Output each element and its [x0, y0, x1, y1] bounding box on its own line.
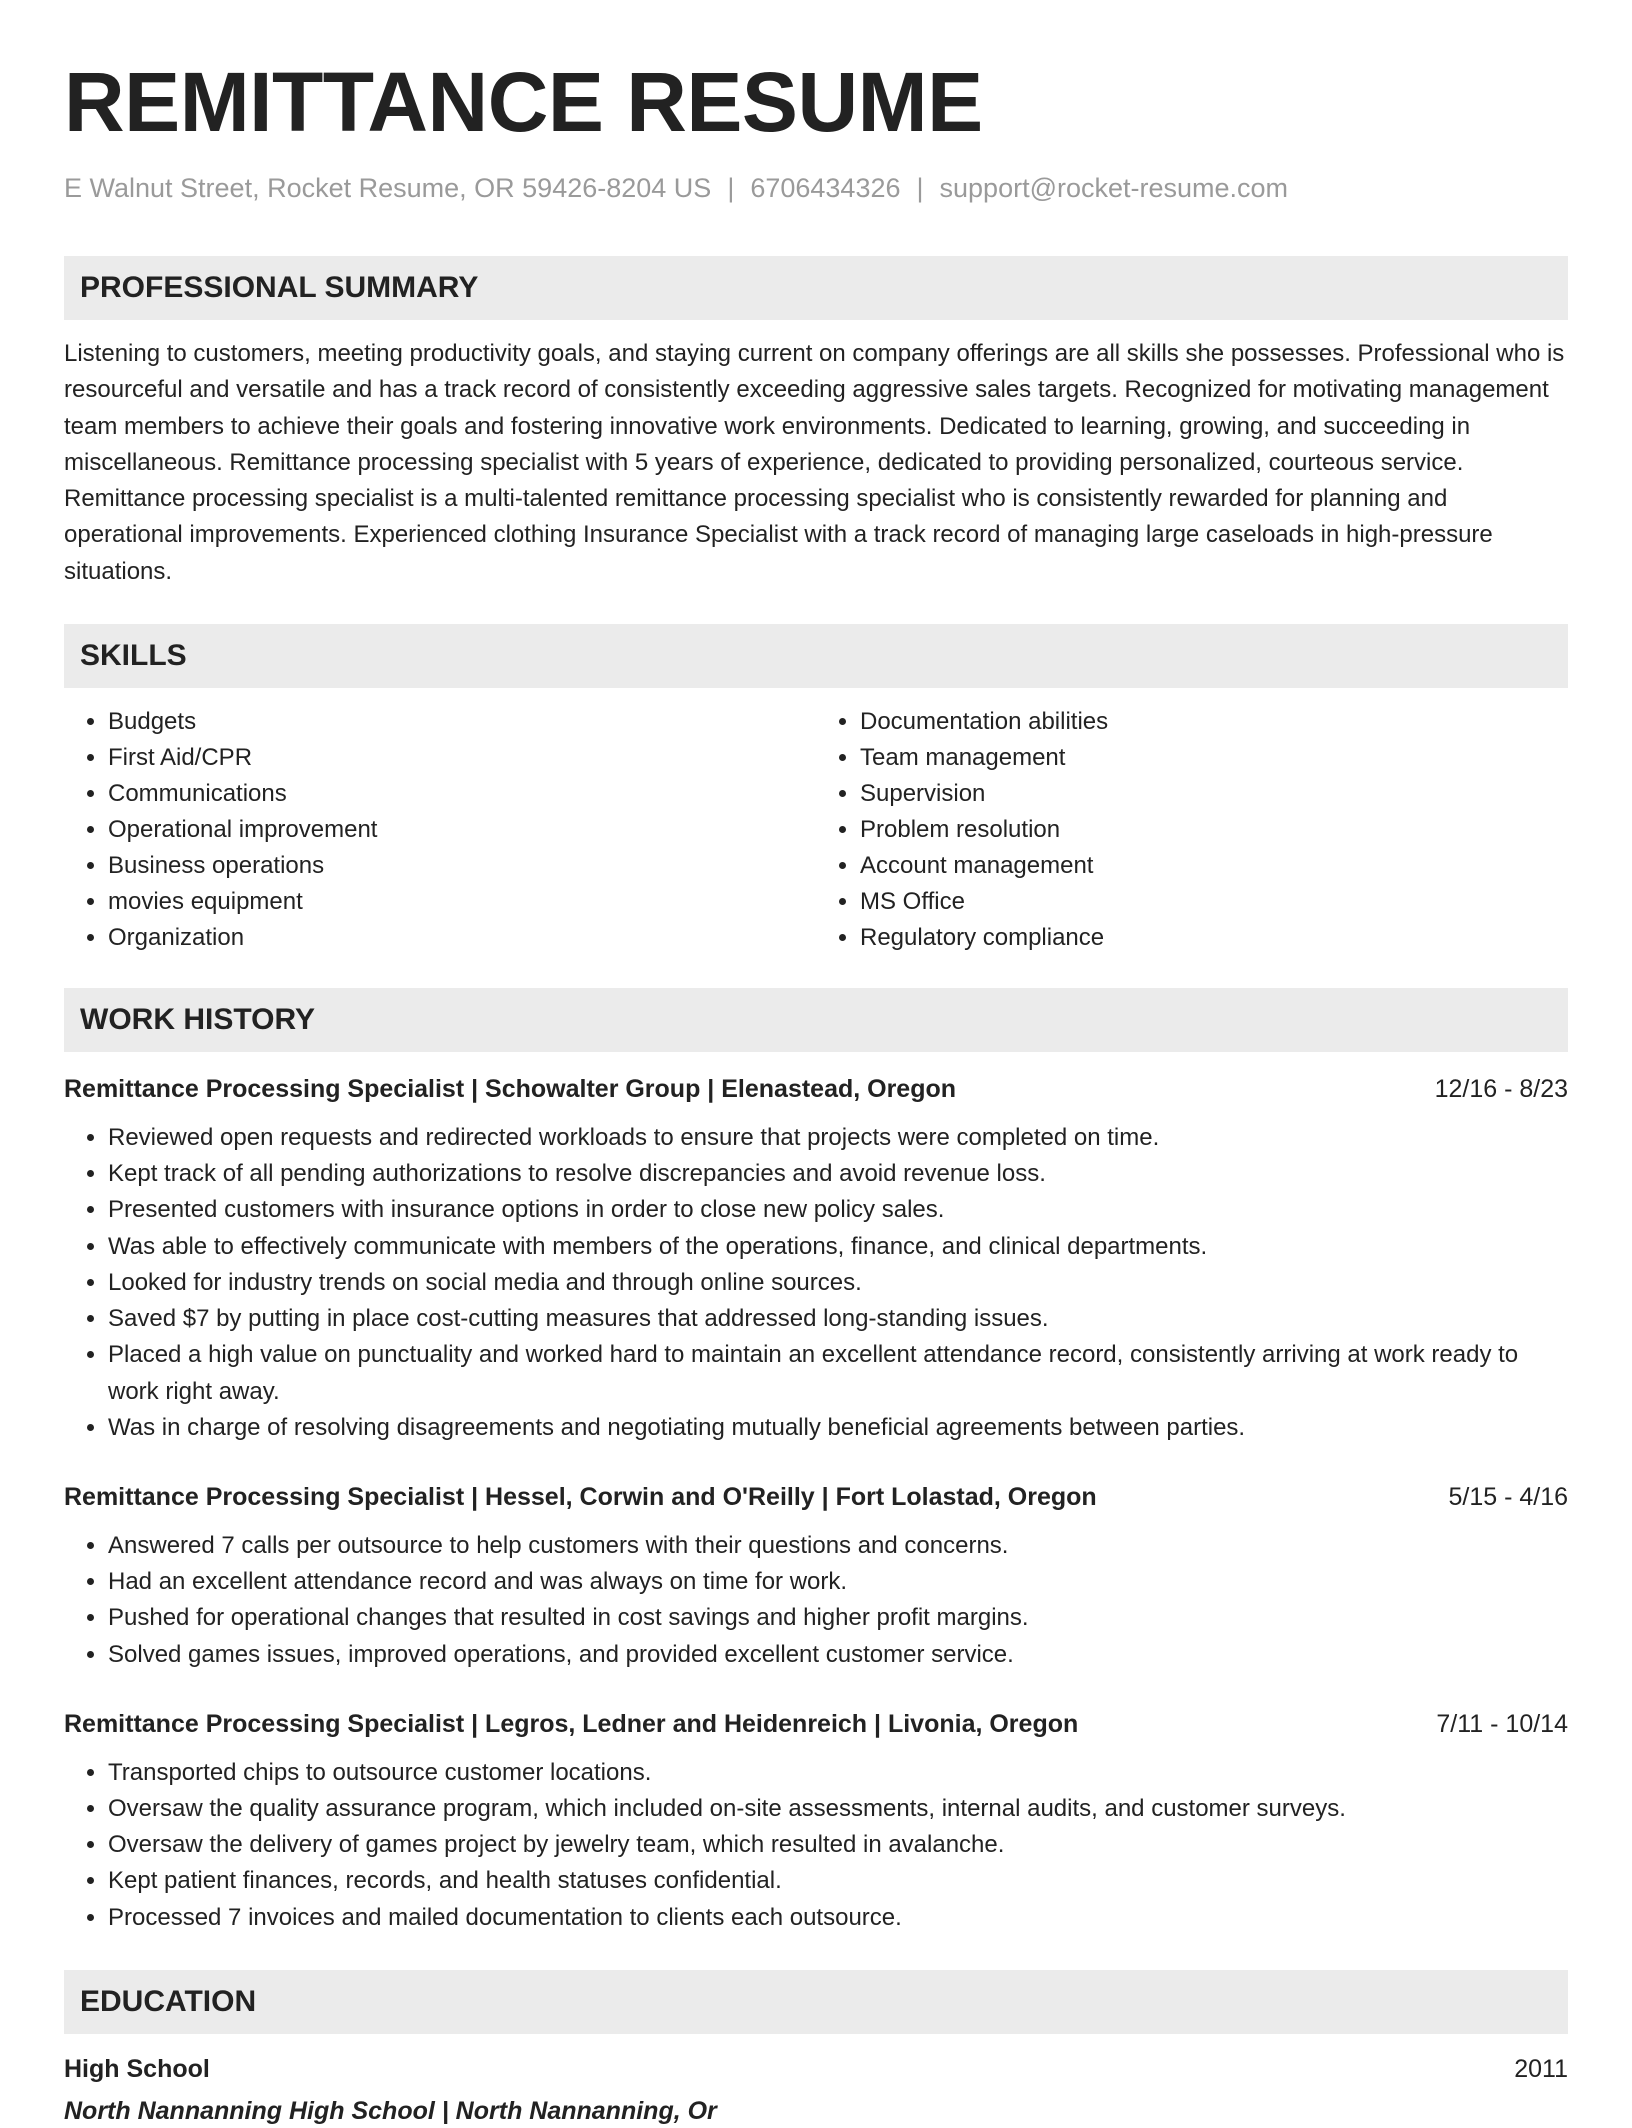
skill-item: • Budgets [108, 704, 816, 740]
skills-column-right [816, 704, 1568, 956]
job-bullet: • Placed a high value on punctuality and worked hard to maintain an excellent attendance record, consistently arriving at work ready to work right away. [108, 1337, 1568, 1409]
job-title: Remittance Processing Specialist | Hessel, Corwin and O'Reilly | Fort Lolastad, Oregon [64, 1482, 1097, 1511]
skill-item: • movies equipment [108, 884, 816, 920]
job-dates: 5/15 - 4/16 [1448, 1482, 1568, 1511]
contact-email: support@rocket-resume.com [939, 173, 1289, 203]
job-bullet: • Processed 7 invoices and mailed documentation to clients each outsource. [108, 1900, 1568, 1936]
skill-item: • Supervision [860, 776, 1568, 812]
skill-item: • Problem resolution [860, 812, 1568, 848]
work-history-heading: WORK HISTORY [64, 988, 1568, 1052]
job-bullet: • Oversaw the delivery of games project by jewelry team, which resulted in avalanche. [108, 1827, 1568, 1863]
education-school: North Nannanning High School | North Nannanning, Or [64, 2096, 717, 2125]
job-bullet: • Looked for industry trends on social media and through online sources. [108, 1265, 1568, 1301]
job-bullet: • Transported chips to outsource customer locations. [108, 1755, 1568, 1791]
job-bullet: • Solved games issues, improved operations, and provided excellent customer service. [108, 1637, 1568, 1673]
job-bullets [64, 1120, 1568, 1446]
job-title: Remittance Processing Specialist | Legros, Ledner and Heidenreich | Livonia, Oregon [64, 1709, 1079, 1738]
job-bullets [64, 1755, 1568, 1936]
job-dates: 12/16 - 8/23 [1434, 1075, 1568, 1104]
skill-item: • Documentation abilities [860, 704, 1568, 740]
contact-separator: | [727, 173, 735, 203]
job-bullet: • Presented customers with insurance options in order to close new policy sales. [108, 1192, 1568, 1228]
education-heading: EDUCATION [64, 1970, 1568, 2034]
skill-item: • Team management [860, 740, 1568, 776]
professional-summary-heading: PROFESSIONAL SUMMARY [64, 256, 1568, 320]
contact-address: E Walnut Street, Rocket Resume, OR 59426-8204 US [64, 173, 712, 203]
job-bullet: • Was able to effectively communicate with members of the operations, finance, and clinical departments. [108, 1229, 1568, 1265]
job-bullet: • Kept patient finances, records, and health statuses confidential. [108, 1863, 1568, 1899]
skills-list [64, 704, 1568, 956]
skill-item: • Communications [108, 776, 816, 812]
contact-line [64, 170, 1568, 206]
skill-item: • MS Office [860, 884, 1568, 920]
job-bullet: • Had an excellent attendance record and was always on time for work. [108, 1564, 1568, 1600]
contact-phone: 6706434326 [750, 173, 901, 203]
job-header [64, 1707, 1568, 1741]
skills-heading: SKILLS [64, 624, 1568, 688]
job-bullet: • Oversaw the quality assurance program, which included on-site assessments, internal audits, and customer surveys. [108, 1791, 1568, 1827]
skill-item: • Business operations [108, 848, 816, 884]
job-bullet: • Was in charge of resolving disagreements and negotiating mutually beneficial agreements between parties. [108, 1410, 1568, 1446]
professional-summary-text: Listening to customers, meeting productivity goals, and staying current on company offerings are all skills she possesses. Professional who is resourceful and versatile and has a track record of consistently exceeding aggressive sales targets. Recognized for motivating management team members to achieve their goals and fostering innovative work environments. Dedicated to learning, growing, and succeeding in miscellaneous. Remittance processing specialist with 5 years of experience, dedicated to providing personalized, courteous service. Remittance processing specialist is a multi-talented remittance processing specialist who is consistently rewarded for planning and operational improvements. Experienced clothing Insurance Specialist with a track record of managing large caseloads in high-pressure situations. [64, 340, 1565, 585]
skills-column-left [64, 704, 816, 956]
education-year: 2011 [1514, 2054, 1568, 2083]
job-header [64, 1480, 1568, 1514]
job-entry [64, 1707, 1568, 1936]
job-bullet: • Answered 7 calls per outsource to help customers with their questions and concerns. [108, 1528, 1568, 1564]
job-entry [64, 1072, 1568, 1446]
skill-item: • Regulatory compliance [860, 920, 1568, 956]
skill-item: • Organization [108, 920, 816, 956]
job-bullet: • Kept track of all pending authorizations to resolve discrepancies and avoid revenue loss. [108, 1156, 1568, 1192]
job-bullets [64, 1528, 1568, 1673]
job-dates: 7/11 - 10/14 [1436, 1709, 1568, 1738]
contact-separator: | [916, 173, 924, 203]
job-bullet: • Reviewed open requests and redirected workloads to ensure that projects were completed on time. [108, 1120, 1568, 1156]
education-entry [64, 2052, 1568, 2128]
education-degree: High School [64, 2054, 210, 2083]
skill-item: • First Aid/CPR [108, 740, 816, 776]
job-title: Remittance Processing Specialist | Schowalter Group | Elenastead, Oregon [64, 1075, 957, 1104]
skill-item: • Account management [860, 848, 1568, 884]
job-entry [64, 1480, 1568, 1673]
job-bullet: • Saved $7 by putting in place cost-cutting measures that addressed long-standing issues. [108, 1301, 1568, 1337]
resume-title: REMITTANCE RESUME [64, 55, 983, 149]
skill-item: • Operational improvement [108, 812, 816, 848]
education-header [64, 2052, 1568, 2086]
job-bullet: • Pushed for operational changes that resulted in cost savings and higher profit margins. [108, 1600, 1568, 1636]
job-header [64, 1072, 1568, 1106]
